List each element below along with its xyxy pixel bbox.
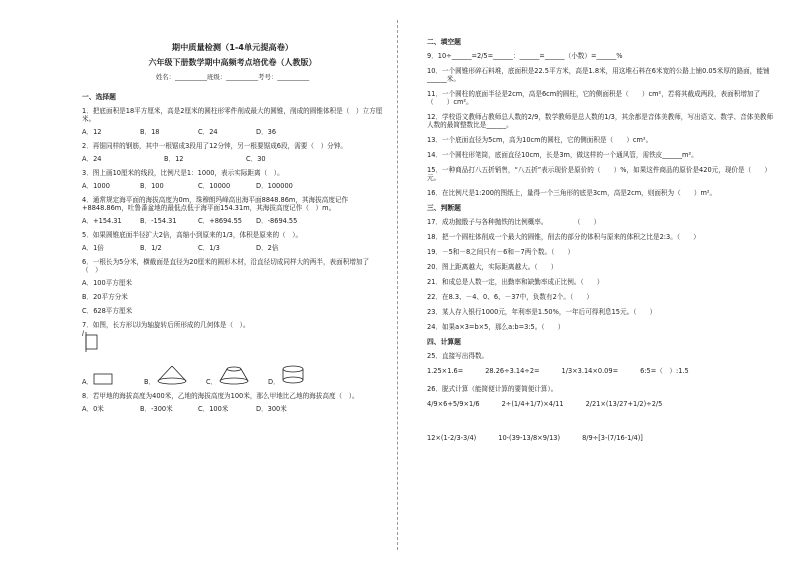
question-4-options — [82, 217, 383, 225]
calc-item: 2÷(1/4+1/7)×4/11 — [501, 400, 564, 408]
question-1: 1．把底面积是18平方厘米，高是2厘米的圆柱形零件削成最大的圆锥，削成的圆锥体积是（ ）立方厘米。 — [82, 107, 383, 123]
option-a[interactable]: A．100平方厘米 — [82, 279, 133, 287]
rectangle-shape-icon — [93, 372, 115, 386]
frustum-shape-icon — [217, 364, 251, 386]
question-16: 16．在比例尺是1:200的图纸上，量得一个三角形的底是3cm，高是2cm，则面积为（ ）m²。 — [427, 189, 717, 197]
option-c[interactable]: C．24 — [198, 128, 218, 136]
option-b[interactable]: B．1/2 — [140, 244, 162, 252]
question-3: 3．图上画10厘米的线段，比例尺是1：1000，表示实际距离（ ）。 — [82, 169, 284, 177]
option-d[interactable]: D．36 — [256, 128, 277, 136]
question-22: 22．在8.3、－4、0、6、－37中，负数有2个。（ ） — [427, 293, 594, 301]
option-c: C． — [206, 378, 218, 386]
calc-item: 12×(1-2/3-3/4) — [427, 434, 477, 442]
option-d: D． — [268, 378, 280, 386]
option-c[interactable]: C．+8694.55 — [198, 217, 242, 225]
option-c[interactable]: C．628平方厘米 — [82, 307, 133, 315]
question-21: 21．和成总是人数一定，出勤率和缺勤率成正比例。（ ） — [427, 278, 604, 286]
cone-shape-icon — [155, 364, 189, 386]
option-c[interactable]: C．10000 — [198, 182, 231, 190]
question-5-options — [82, 244, 383, 252]
option-b[interactable]: B．-154.31 — [140, 217, 177, 225]
student-info-line: 姓名：__________班级：__________考号：__________ — [155, 73, 310, 81]
option-d[interactable]: D．-8694.55 — [256, 217, 298, 225]
question-14: 14．一个圆柱形笔筒，底面直径10cm，长是3m，做这样的一个通风管，需铁皮______m²。 — [427, 151, 698, 159]
option-b[interactable]: B．12 — [164, 155, 184, 163]
option-d[interactable]: D．2倍 — [256, 244, 279, 252]
option-d[interactable]: D．300米 — [256, 405, 287, 413]
option-c[interactable]: C．100米 — [198, 405, 229, 413]
question-13: 13．一个底面直径为5cm，高为10cm的圆柱，它的侧面积是（ ）cm²。 — [427, 136, 653, 144]
question-23: 23．某人存入银行1000元，年利率是1.50%，一年后可得利息15元。（ ） — [427, 308, 657, 316]
option-b: B． — [144, 378, 156, 386]
option-a[interactable]: A．12 — [82, 128, 102, 136]
option-a[interactable]: A．0米 — [82, 405, 104, 413]
calc-row-2 — [427, 400, 778, 408]
option-a[interactable]: A．1倍 — [82, 244, 104, 252]
section-calc-title: 四、计算题 — [427, 338, 461, 346]
option-d[interactable]: D．100000 — [256, 182, 293, 190]
calc-item: 1/3×3.14×0.09= — [561, 367, 619, 375]
right-page — [397, 0, 794, 562]
option-b[interactable]: B．18 — [140, 128, 160, 136]
question-8-options — [82, 405, 383, 413]
calc-row-3 — [427, 434, 778, 442]
question-26: 26．脱式计算（能简便计算的要简便计算）。 — [427, 385, 558, 393]
calc-row-1 — [427, 367, 778, 375]
question-11: 11．一个圆柱的底面半径是2cm，高是6cm的圆柱，它的侧面积是（ ）cm²，若将其截成两段，表面积增加了（ ）cm²。 — [427, 90, 761, 106]
option-d-figure[interactable] — [268, 364, 330, 386]
question-24: 24．如果a×3=b×5，那么a:b=3:5。（ ） — [427, 323, 565, 331]
question-9: 9．10÷______=2/5=______：______=______（小数）=______% — [427, 52, 623, 60]
question-25: 25．直接写出得数。 — [427, 352, 489, 360]
option-b[interactable]: B．100 — [140, 182, 164, 190]
question-12: 12．学校语文教师占教师总人数的2/9，数学教师是总人数的1/3，其余都是音体美教师，写出语文、数学、音体美教师人数的最简整数比是______。 — [427, 113, 774, 129]
rotation-figure — [82, 332, 383, 352]
calc-item: 4/9×6+5/9×1/6 — [427, 400, 480, 408]
question-2: 2．再锯同样的钢筋，其中一根锯成3段用了12分钟，另一根要锯成6段，需要（ ）分钟。 — [82, 142, 347, 150]
question-19: 19．－5和－8之间只有－6和－7两个数。（ ） — [427, 248, 575, 256]
option-c[interactable]: C．30 — [246, 155, 266, 163]
exam-title: 期中质量检测（1-4单元提高卷） — [171, 42, 294, 52]
rectangle-axis-figure — [82, 332, 122, 352]
question-7: 7．如图，长方形以l为轴旋转后所形成的几何体是（ ）。 — [82, 321, 250, 329]
calc-item: 2/21×(13/27+1/2)÷2/5 — [585, 400, 663, 408]
option-a[interactable]: A．1000 — [82, 182, 110, 190]
calc-item: 28.26÷3.14÷2= — [485, 367, 540, 375]
option-a[interactable]: A．+154.31 — [82, 217, 122, 225]
option-a[interactable]: A．24 — [82, 155, 102, 163]
question-2-options — [82, 155, 383, 163]
calc-item: 6:5=（ ）:1.5 — [640, 367, 689, 375]
question-17: 17．成功抛骰子与各种抛铁的比例概率。 （ ） — [427, 218, 601, 226]
question-3-options — [82, 182, 383, 190]
calc-item: 1.25×1.6= — [427, 367, 464, 375]
option-b[interactable]: B．20平方分米 — [82, 293, 128, 301]
question-15: 15．一种商品打八五折销售，“八五折”表示现价是原价的（ ）%，如果这件商品的原价是420元，现价是（ ）元。 — [427, 166, 771, 182]
calc-item: 8/9÷[3-(7/16-1/4)] — [582, 434, 643, 442]
option-b-figure[interactable] — [144, 364, 206, 386]
question-20: 20．图上距离越大，实际距离越大。（ ） — [427, 263, 558, 271]
section-judge-title: 三、判断题 — [427, 204, 461, 212]
option-a-figure[interactable] — [82, 372, 144, 386]
question-1-options — [82, 128, 383, 136]
question-18: 18．把一个圆柱体削成一个最大的圆锥，削去的部分的体积与原来的体积之比是2:3。（ ） — [427, 233, 700, 241]
question-5: 5．如果圆锥底面半径扩大2倍，高缩小到原来的1/3，体积是原来的（ ）。 — [82, 231, 303, 239]
exam-subtitle: 六年级下册数学期中高频考点培优卷（人教版） — [148, 58, 317, 67]
option-b[interactable]: B．-300米 — [140, 405, 173, 413]
option-a: A． — [82, 378, 94, 386]
cylinder-shape-icon — [280, 364, 306, 386]
section-fill-title: 二、填空题 — [427, 38, 461, 46]
question-7-options — [82, 356, 383, 386]
question-10: 10．一个圆锥形碎石料堆，底面积是22.5平方米，高是1.8米，用这堆石料在6米宽的公路上铺0.05米厚的路面，能铺______米。 — [427, 67, 770, 83]
question-4: 4．通常规定海平面的海拔高度为0m，珠穆朗玛峰高出海平面8848.86m，其海拔高度记作+8848.86m，吐鲁番盆地的最低点低于海平面154.31m，其海拔高度记作（ ）m。 — [82, 196, 349, 212]
question-8: 8．若甲地的海拔高度为400米，乙地的海拔高度为100米，那么甲地比乙地的海拔高度（ ）。 — [82, 392, 359, 400]
section-choice-title: 一、选择题 — [82, 93, 116, 101]
question-6: 6．一根长为5分米，横截面是直径为20厘米的圆形木材，沿直径切成同样大的两半，表面积增加了（ ） — [82, 258, 370, 274]
option-c-figure[interactable] — [206, 364, 268, 386]
axis-label: l — [82, 330, 84, 338]
option-c[interactable]: C．1/3 — [198, 244, 220, 252]
calc-item: 10-(39-13/8×9/13) — [498, 434, 561, 442]
